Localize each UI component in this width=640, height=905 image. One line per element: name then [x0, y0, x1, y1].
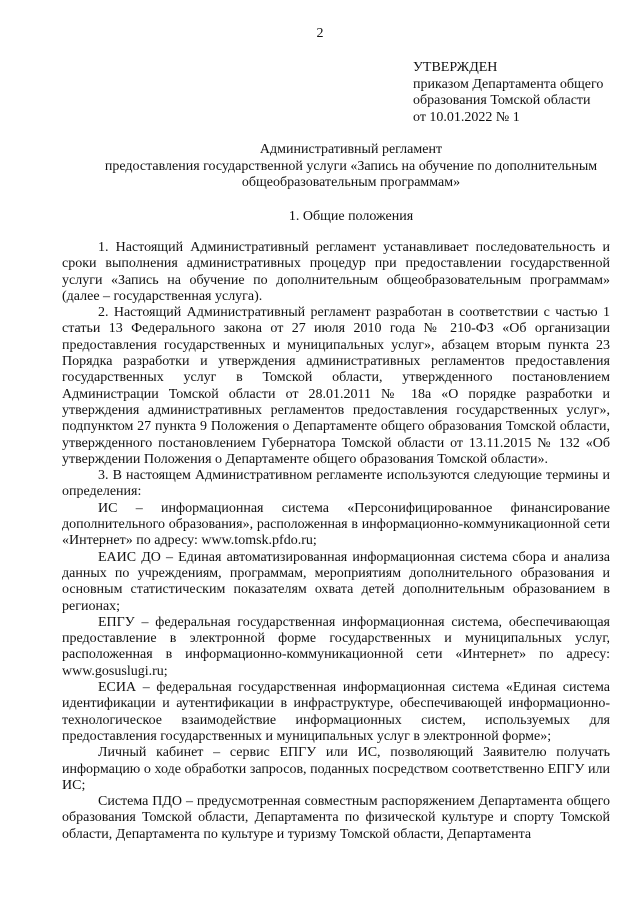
title-line: общеобразовательным программам»: [241, 175, 461, 190]
title-line: предоставления государственной услуги «Запись на обучение по дополнительным: [104, 158, 598, 174]
approval-line: образования Томской области: [413, 93, 591, 108]
approval-stamp: [413, 60, 603, 126]
document-title: [80, 142, 622, 192]
section-heading: 1. Общие положения: [288, 209, 414, 224]
definition-eais-do: ЕАИС ДО – Единая автоматизированная информационная система сбора и анализа данных по учреждениям, программам, мероприятиям дополнительного образования и основным статистическим показателям охвата детей дополнительным образованием в регионах;: [62, 549, 610, 614]
page-number: 2: [316, 26, 324, 41]
approval-date: от 10.01.2022 № 1: [413, 109, 520, 125]
title-line: Административный регламент: [259, 142, 443, 157]
definition-pdo-system: Система ПДО – предусмотренная совместным распоряжением Департамента общего образования Томской области, Департамента по физической культуре и спорту Томской области, Департамента по культуре и туризму Томской области, Департамента: [62, 794, 610, 842]
approval-title: УТВЕРЖДЕН: [413, 60, 498, 75]
definition-esia: ЕСИА – федеральная государственная информационная система «Единая система идентификации и аутентификации в инфраструктуре, обеспечивающей информационно-технологическое взаимодействие информационных систем, используемых для предоставления государственных и муниципальных услуг в электронной форме»;: [62, 680, 610, 744]
document-body: [62, 240, 610, 843]
definition-is: ИС – информационная система «Персонифицированное финансирование дополнительного образования», расположенная в информационно-коммуникационной сети «Интернет» по адресу: www.tomsk.pfdo.ru;: [62, 500, 610, 549]
paragraph-3: 3. В настоящем Административном регламенте используются следующие термины и определения:: [62, 468, 610, 500]
definition-epgu: ЕПГУ – федеральная государственная информационная система, обеспечивающая предоставление в электронной форме государственных и муниципальных услуг, расположенная в информационно-коммуникационной сети «Интернет» по адресу: www.gosuslugi.ru;: [62, 614, 610, 679]
paragraph-2: 2. Настоящий Административный регламент разработан в соответствии с частью 1 статьи 13 Федерального закона от 27 июля 2010 года № 210-ФЗ «Об организации предоставления государственных и муниципальных услуг», абзацем вторым пункта 23 Порядка разработки и утверждения административных регламентов предоставления государственных услуг в Томской области, утвержденного постановлением Администрации Томской области от 28.01.2011 № 18а «О порядке разработки и утверждения административных регламентов предоставления государственных услуг», подпунктом 27 пункта 9 Положения о Департаменте общего образования Томской области, утвержденного постановлением Губернатора Томской области от 13.11.2015 № 132 «Об утверждении Положения о Департаменте общего образования Томской области».: [62, 305, 610, 467]
definition-personal-account: Личный кабинет – сервис ЕПГУ или ИС, позволяющий Заявителю получать информацию о ходе обработки запросов, поданных посредством соответственно ЕПГУ или ИС;: [62, 745, 610, 793]
approval-line: приказом Департамента общего: [413, 76, 604, 92]
paragraph-1: 1. Настоящий Административный регламент устанавливает последовательность и сроки выполнения административных процедур при предоставлении государственной услуги «Запись на обучение по дополнительным общеобразовательным программам» (далее – государственная услуга).: [62, 240, 610, 304]
